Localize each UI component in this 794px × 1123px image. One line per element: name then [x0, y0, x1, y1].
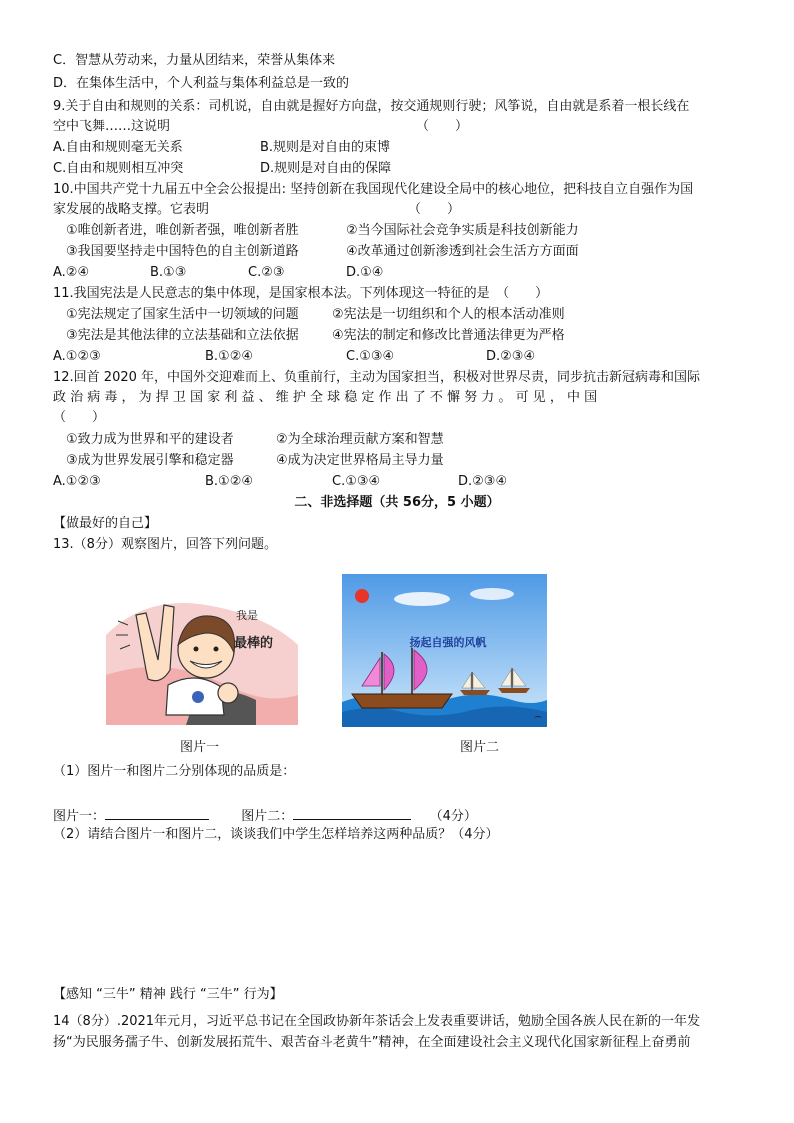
q10-option-a: A.②④: [53, 265, 90, 280]
figure-1-text-1: 我是: [236, 609, 258, 622]
figure-1-caption: 图片一: [180, 740, 220, 755]
q8-option-c: C．智慧从劳动来，力量从团结来，荣誉从集体来: [53, 53, 336, 68]
q12-stem-line1: 12.回首 2020 年，中国外交迎难而上、负重前行，主动为国家担当，积极对世界尽责，同步抗击新冠病毒和国际: [53, 370, 701, 385]
q9-stem-line2: 空中飞舞……这说明: [53, 119, 171, 134]
figure-1-cartoon: [106, 575, 298, 725]
q11-statement-1: ①宪法规定了国家生活中一切领域的问题: [66, 307, 299, 322]
q12-option-b: B.①②④: [205, 474, 254, 489]
section-title-nonchoice: 二、非选择题（共 56分，5 小题）: [294, 495, 500, 510]
q12-statement-4: ④成为决定世界格局主导力量: [276, 453, 444, 468]
q10-statement-1: ①唯创新者进，唯创新者强，唯创新者胜: [66, 223, 299, 238]
figure-2-sailboats: [342, 574, 547, 727]
q12-stem-line2: 政 治 病 毒 ， 为 捍 卫 国 家 利 益 、 维 护 全 球 稳 定 作 出 了 不 懈 努 力 。 可 见 ， 中 国: [53, 390, 598, 405]
figure-1-text-2: 最棒的: [234, 636, 274, 651]
q9-option-a: A.自由和规则毫无关系: [53, 140, 183, 155]
q12-statement-1: ①致力成为世界和平的建设者: [66, 432, 234, 447]
answer-label-figure-2: 图片二：: [241, 809, 294, 824]
q10-answer-paren: （ ）: [408, 202, 461, 217]
q13-subquestion-2: （2）请结合图片一和图片二，谈谈我们中学生怎样培养这两种品质？（4分）: [53, 827, 499, 842]
q9-answer-paren: （ ）: [416, 119, 469, 134]
q8-option-d: D．在集体生活中，个人利益与集体利益总是一致的: [53, 76, 350, 91]
q10-stem-line2: 家发展的战略支撑。它表明: [53, 202, 210, 217]
q10-option-b: B.①③: [150, 265, 187, 280]
q11-statement-4: ④宪法的制定和修改比普通法律更为严格: [332, 328, 565, 343]
q11-statement-2: ②宪法是一切组织和个人的根本活动准则: [332, 307, 565, 322]
answer-blank-figure-1[interactable]: [105, 805, 209, 820]
answer-label-figure-1: 图片一：: [53, 809, 106, 824]
q10-statement-3: ③我国要坚持走中国特色的自主创新道路: [66, 244, 299, 259]
q9-option-b: B.规则是对自由的束博: [260, 140, 391, 155]
q13-subquestion-1: （1）图片一和图片二分别体现的品质是：: [53, 764, 296, 779]
answer-blank-figure-2[interactable]: [293, 805, 411, 820]
q10-statement-4: ④改革通过创新渗透到社会生活方方面面: [346, 244, 579, 259]
q13-stem: 13.（8分）观察图片，回答下列问题。: [53, 537, 277, 552]
q10-statement-2: ②当今国际社会竞争实质是科技创新能力: [346, 223, 579, 238]
q14-line-1: 14（8分）.2021年元月，习近平总书记在全国政协新年茶话会上发表重要讲话，勉励全国各族人民在新的一年发: [53, 1014, 701, 1029]
q9-option-d: D.规则是对自由的保障: [260, 161, 392, 176]
q12-option-c: C.①③④: [332, 474, 381, 489]
q9-stem-line1: 9.关于自由和规则的关系：司机说，自由就是握好方向盘，按交通规则行驶；风筝说，自由就是系着一根长线在: [53, 99, 690, 114]
q12-option-a: A.①②③: [53, 474, 101, 489]
q12-answer-paren: （ ）: [53, 410, 106, 425]
q13-answer-row: [53, 805, 477, 826]
q11-option-d: D.②③④: [486, 349, 536, 364]
q11-option-c: C.①③④: [346, 349, 395, 364]
q10-option-d: D.①④: [346, 265, 384, 280]
q9-option-c: C.自由和规则相互冲突: [53, 161, 184, 176]
q11-option-b: B.①②④: [205, 349, 254, 364]
q12-statement-2: ②为全球治理贡献方案和智慧: [276, 432, 444, 447]
q12-option-d: D.②③④: [458, 474, 508, 489]
figure-2-title: 扬起自强的风帆: [409, 636, 487, 649]
q14-section-header: 【感知 “三牛” 精神 践行 “三牛” 行为】: [53, 987, 283, 1002]
q11-stem: 11.我国宪法是人民意志的集中体现，是国家根本法。下列体现这一特征的是 （ ）: [53, 286, 549, 301]
figure-2-caption: 图片二: [460, 740, 500, 755]
q12-statement-3: ③成为世界发展引擎和稳定器: [66, 453, 234, 468]
q10-option-c: C.②③: [248, 265, 285, 280]
q13-section-header: 【做最好的自己】: [53, 516, 158, 531]
q11-statement-3: ③宪法是其他法律的立法基础和立法依据: [66, 328, 299, 343]
answer-score: （4分）: [429, 809, 477, 824]
q10-stem-line1: 10.中国共产党十九届五中全会公报提出: 坚持创新在我国现代化建设全局中的核心地位，把科技自立自强作为国: [53, 182, 694, 197]
q14-line-2: 扬“为民服务孺子牛、创新发展拓荒牛、艰苦奋斗老黄牛”精神，在全面建设社会主义现代化国家新征程上奋勇前: [53, 1035, 691, 1050]
q11-option-a: A.①②③: [53, 349, 101, 364]
